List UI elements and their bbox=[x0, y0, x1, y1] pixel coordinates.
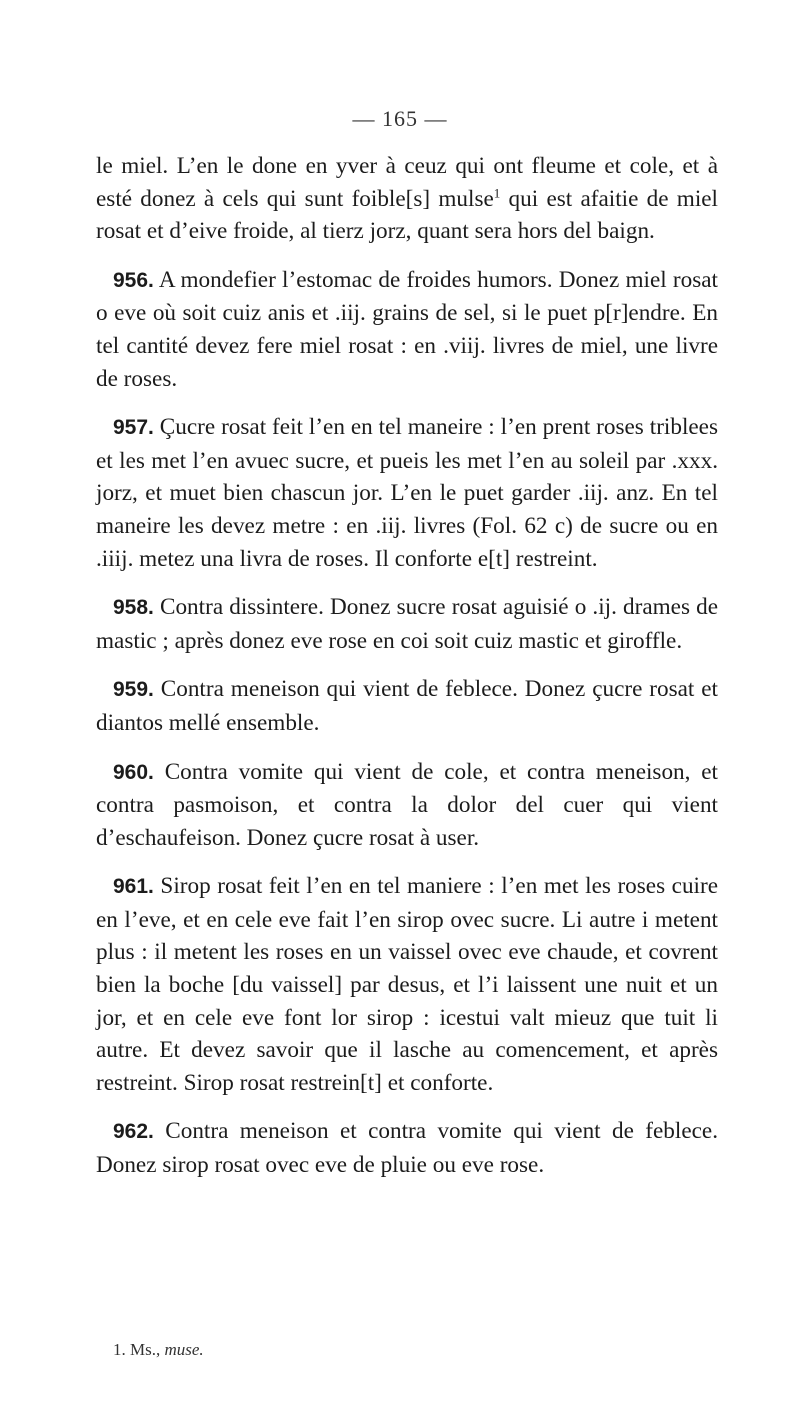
paragraph-956 bbox=[96, 264, 718, 395]
footnote-italic-text: muse. bbox=[164, 1340, 204, 1359]
paragraph-958 bbox=[96, 591, 718, 657]
paragraph-number: 959. bbox=[113, 678, 154, 702]
paragraph-959 bbox=[96, 673, 718, 739]
paragraph-text: Contra meneison et contra vomite qui vient de feblece. Donez sirop rosat ovec eve de pluie ou eve rose. bbox=[96, 1118, 718, 1179]
paragraph-number: 962. bbox=[113, 1120, 154, 1144]
paragraph-962 bbox=[96, 1115, 718, 1181]
paragraph-text-after: qui est afaitie de miel rosat et d’eive froide, al tierz jorz, quant sera hors del baign. bbox=[96, 185, 718, 245]
paragraph-text: Sirop rosat feit l’en en tel maniere : l’en met les roses cuire en l’eve, et en cele eve fait l’en sirop ovec sucre. Li autre i metent plus : il metent les roses en un vaissel ovec eve chaude, et covrent bien la boche [du vaissel] par desus, et l’i laissent une nuit et un jor, et en cele eve font lor sirop : icestui valt mieuz que tuit li autre. Et devez savoir que il lasche au comencement, et après restreint. Sirop rosat restrein[t] et conforte. bbox=[96, 873, 718, 1096]
paragraph-text: A mondefier l’estomac de froides humors. Donez miel rosat o eve où soit cuiz anis et .iij. grains de sel, si le puet p[r]endre. En tel cantité devez fere miel rosat : en .viij. livres de miel, une livre de roses. bbox=[96, 266, 718, 392]
footnote-label: 1. Ms., bbox=[113, 1340, 161, 1359]
paragraph-text: Contra vomite qui vient de cole, et contra meneison, et contra pasmoison, et contra la dolor del cuer qui vient d’eschaufeison. Donez çucre rosat à user. bbox=[96, 758, 718, 851]
paragraph-text: Çucre rosat feit l’en en tel maneire : l’en prent roses triblees et les met l’en avuec sucre, et pueis les met l’en au soleil par .xxx. jorz, et muet bien chascun jor. L’en le puet garder .iij. anz. En tel maneire les devez metre : en .iij. livres (Fol. 62 c) de sucre ou en .iiij. metez una livra de roses. Il conforte e[t] restreint. bbox=[96, 414, 718, 572]
footnote-marker: 1 bbox=[493, 184, 501, 200]
page-number: — 165 — bbox=[352, 106, 448, 131]
paragraph-number: 958. bbox=[113, 596, 154, 620]
footnote bbox=[113, 1340, 204, 1360]
paragraph-number: 961. bbox=[113, 875, 154, 899]
main-text bbox=[96, 150, 718, 1198]
paragraph-text: Contra dissintere. Donez sucre rosat aguisié o .ij. drames de mastic ; après donez eve rose en coi soit cuiz mastic et giroffle. bbox=[96, 594, 718, 654]
paragraph-961 bbox=[96, 870, 718, 1099]
paragraph-number: 957. bbox=[113, 416, 154, 440]
paragraph-number: 960. bbox=[113, 760, 154, 784]
paragraph-957 bbox=[96, 411, 718, 575]
paragraph-continuation bbox=[96, 150, 718, 248]
paragraph-text: le miel. L’en le done en yver à ceuz qui ont fleume et cole, et à esté donez à cels qui sunt foible[s] mulse bbox=[96, 153, 718, 212]
paragraph-960 bbox=[96, 756, 718, 855]
paragraph-number: 956. bbox=[113, 268, 154, 292]
paragraph-text: Contra meneison qui vient de feblece. Donez çucre rosat et diantos mellé ensemble. bbox=[96, 676, 718, 736]
